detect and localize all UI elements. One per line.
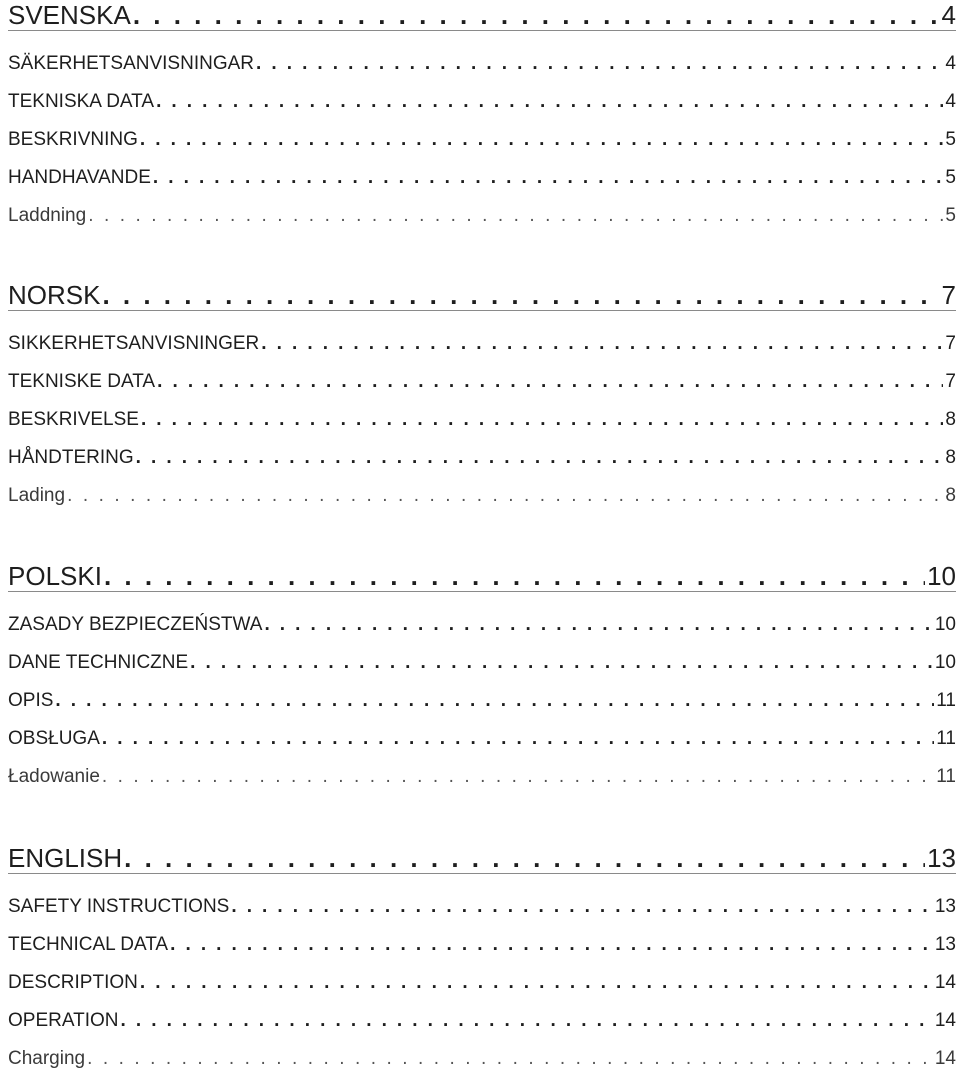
- entry-page-number: 4: [945, 91, 956, 112]
- toc-entry[interactable]: [8, 83, 956, 121]
- entry-page-number: 5: [945, 167, 956, 188]
- dot-leader: [153, 159, 944, 197]
- toc-entry[interactable]: [8, 888, 956, 926]
- toc-section-english: [8, 843, 956, 1078]
- entry-page-number: 8: [945, 485, 956, 506]
- dot-leader: [55, 682, 934, 720]
- section-title: POLSKI: [8, 561, 102, 591]
- entry-label: TEKNISKE DATA: [8, 371, 156, 392]
- section-title: ENGLISH: [8, 843, 123, 873]
- entry-label: OPIS: [8, 690, 54, 711]
- toc-entry[interactable]: [8, 682, 956, 720]
- toc-entry[interactable]: [8, 644, 956, 682]
- section-page-number: 10: [927, 561, 956, 591]
- dot-leader: [140, 964, 933, 1002]
- toc-section-polski: [8, 561, 956, 796]
- entry-page-number: 11: [936, 728, 956, 749]
- toc-section-heading[interactable]: [8, 280, 956, 311]
- entry-page-number: 7: [945, 333, 956, 354]
- dot-leader: [190, 644, 933, 682]
- entry-label: Charging: [8, 1048, 86, 1069]
- dot-leader: [141, 401, 943, 439]
- entry-label: BESKRIVELSE: [8, 409, 139, 430]
- entry-page-number: 14: [934, 1048, 956, 1069]
- entry-label: TEKNISKA DATA: [8, 91, 155, 112]
- toc-subentry[interactable]: [8, 758, 956, 796]
- dot-leader: [256, 45, 943, 83]
- dot-leader: [87, 1040, 933, 1078]
- dot-leader: [140, 121, 944, 159]
- entry-page-number: 7: [945, 371, 956, 392]
- section-title: NORSK: [8, 280, 101, 310]
- section-title: SVENSKA: [8, 0, 131, 30]
- entry-label: HÅNDTERING: [8, 447, 134, 468]
- entry-label: OPERATION: [8, 1010, 119, 1031]
- section-page-number: 13: [927, 843, 956, 873]
- toc-section-svenska: [8, 0, 956, 235]
- entry-page-number: 5: [945, 205, 956, 226]
- entry-label: ZASADY BEZPIECZEŃSTWA: [8, 614, 263, 635]
- toc-entry[interactable]: [8, 121, 956, 159]
- dot-leader: [156, 83, 943, 121]
- entry-label: DESCRIPTION: [8, 972, 138, 993]
- entry-page-number: 11: [936, 690, 956, 711]
- entry-page-number: 11: [936, 766, 956, 787]
- dot-leader: [264, 606, 932, 644]
- dot-leader: [104, 561, 925, 591]
- entry-label: OBSŁUGA: [8, 728, 100, 749]
- entry-page-number: 10: [934, 614, 956, 635]
- dot-leader: [102, 280, 939, 310]
- dot-leader: [88, 197, 943, 235]
- entry-label: Laddning: [8, 205, 87, 226]
- dot-leader: [67, 477, 943, 515]
- entry-label: SIKKERHETSANVISNINGER: [8, 333, 260, 354]
- dot-leader: [102, 720, 934, 758]
- toc-entry[interactable]: [8, 720, 956, 758]
- toc-entry[interactable]: [8, 325, 956, 363]
- entry-page-number: 13: [934, 896, 956, 917]
- dot-leader: [157, 363, 943, 401]
- toc-section-norsk: [8, 280, 956, 515]
- entry-page-number: 8: [945, 409, 956, 430]
- toc-entry[interactable]: [8, 1002, 956, 1040]
- entry-label: HANDHAVANDE: [8, 167, 151, 188]
- dot-leader: [124, 843, 925, 873]
- toc-entry[interactable]: [8, 606, 956, 644]
- dot-leader: [121, 1002, 933, 1040]
- toc-entry[interactable]: [8, 401, 956, 439]
- toc-entry[interactable]: [8, 45, 956, 83]
- toc-entry[interactable]: [8, 964, 956, 1002]
- entry-label: Lading: [8, 485, 66, 506]
- toc-entry[interactable]: [8, 159, 956, 197]
- dot-leader: [136, 439, 944, 477]
- section-page-number: 7: [941, 280, 956, 310]
- toc-section-heading[interactable]: [8, 0, 956, 31]
- entry-page-number: 10: [934, 652, 956, 673]
- entry-label: SAFETY INSTRUCTIONS: [8, 896, 230, 917]
- toc-subentry[interactable]: [8, 477, 956, 515]
- toc-entry[interactable]: [8, 363, 956, 401]
- entry-label: SÄKERHETSANVISNINGAR: [8, 53, 254, 74]
- toc-subentry[interactable]: [8, 1040, 956, 1078]
- entry-page-number: 5: [945, 129, 956, 150]
- entry-page-number: 8: [945, 447, 956, 468]
- toc-subentry[interactable]: [8, 197, 956, 235]
- toc-entry[interactable]: [8, 926, 956, 964]
- dot-leader: [231, 888, 933, 926]
- dot-leader: [133, 0, 940, 30]
- entry-label: TECHNICAL DATA: [8, 934, 169, 955]
- toc-section-heading[interactable]: [8, 843, 956, 874]
- dot-leader: [102, 758, 934, 796]
- entry-label: BESKRIVNING: [8, 129, 138, 150]
- entry-page-number: 14: [934, 972, 956, 993]
- entry-page-number: 14: [934, 1010, 956, 1031]
- entry-page-number: 13: [934, 934, 956, 955]
- entry-label: Ładowanie: [8, 766, 100, 787]
- entry-page-number: 4: [945, 53, 956, 74]
- dot-leader: [261, 325, 943, 363]
- section-page-number: 4: [941, 0, 956, 30]
- entry-label: DANE TECHNICZNE: [8, 652, 189, 673]
- toc-entry[interactable]: [8, 439, 956, 477]
- toc-section-heading[interactable]: [8, 561, 956, 592]
- dot-leader: [170, 926, 933, 964]
